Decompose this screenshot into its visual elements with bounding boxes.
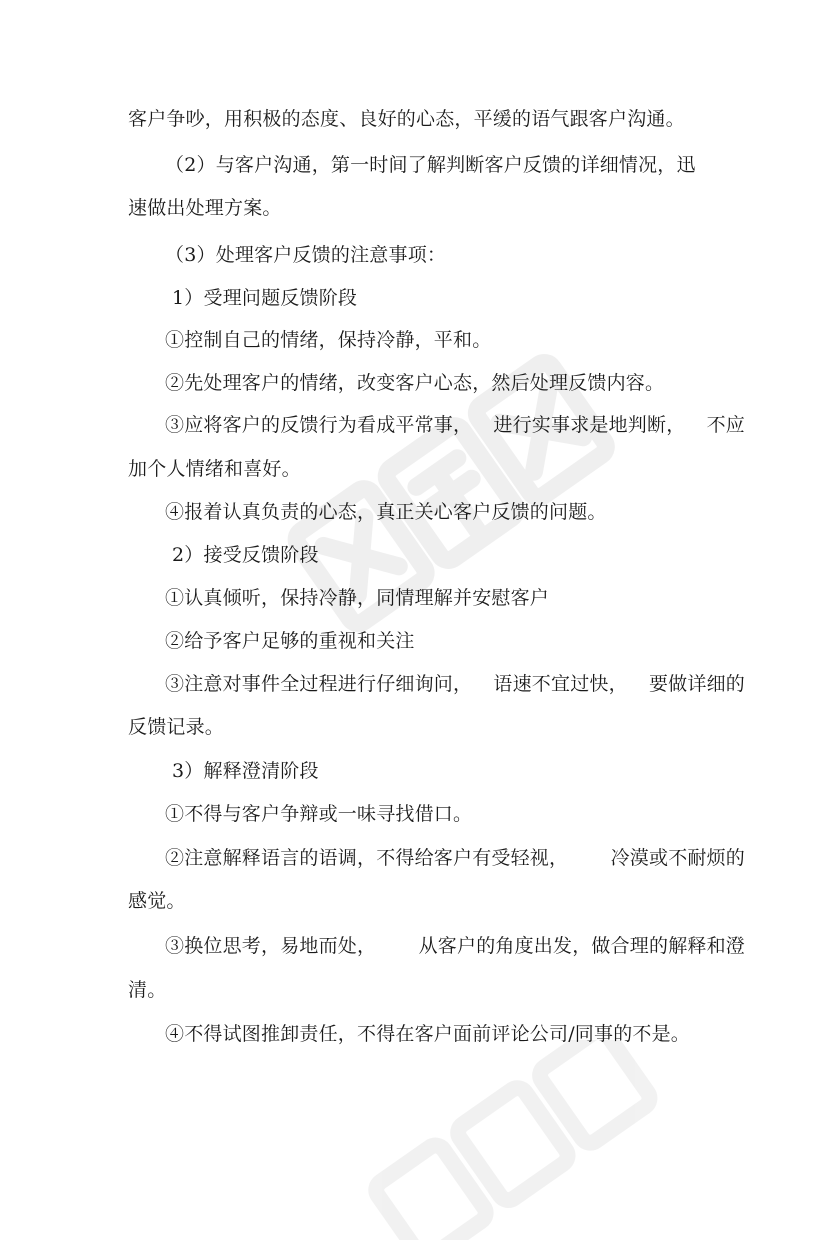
list-item: ④不得试图推卸责任，不得在客户面前评论公司/同事的不是。 (165, 1023, 691, 1045)
list-item-part: ③注意对事件全过程进行仔细询问， (165, 673, 473, 695)
list-item-part: 要做详细的 (648, 673, 745, 695)
subsection-heading: 1）受理问题反馈阶段 (172, 287, 358, 309)
paragraph-line: 客户争吵，用积极的态度、良好的心态，平缓的语气跟客户沟通。 (128, 108, 685, 130)
list-item: ②给予客户足够的重视和关注 (165, 630, 415, 652)
list-item-part: 冷漠或不耐烦的 (610, 847, 745, 869)
section-heading: （3）处理客户反馈的注意事项： (165, 244, 447, 266)
list-item (0, 412, 830, 438)
list-item: ①认真倾听，保持冷静，同情理解并安慰客户 (165, 587, 550, 609)
list-item: ①控制自己的情绪，保持冷静，平和。 (165, 329, 492, 351)
list-item-continuation: 反馈记录。 (128, 716, 225, 738)
list-item-continuation: 加个人情绪和喜好。 (128, 458, 301, 480)
list-item-part: 不应 (706, 414, 745, 436)
list-item: ④报着认真负责的心态，真正关心客户反馈的问题。 (165, 501, 607, 523)
list-item-part: 从客户的角度出发，做合理的解释和澄 (418, 935, 745, 957)
list-item: ②先处理客户的情绪，改变客户心态，然后处理反馈内容。 (165, 372, 665, 394)
list-item: ①不得与客户争辩或一味寻找借口。 (165, 803, 473, 825)
list-item-part: ③应将客户的反馈行为看成平常事， (165, 414, 473, 436)
list-item (0, 845, 830, 871)
subsection-heading: 2）接受反馈阶段 (172, 544, 319, 566)
paragraph-line: 速做出处理方案。 (128, 197, 282, 219)
subsection-heading: 3）解释澄清阶段 (172, 760, 319, 782)
list-item-continuation: 清。 (128, 979, 167, 1001)
paragraph-line: （2）与客户沟通，第一时间了解判断客户反馈的详细情况，迅 (165, 154, 696, 176)
list-item-part: ③换位思考，易地而处， (165, 935, 377, 957)
list-item-part: 语速不宜过快， (493, 673, 628, 695)
watermark-stamp (300, 1040, 720, 1240)
list-item-part: ②注意解释语言的语调，不得给客户有受轻视， (165, 847, 569, 869)
list-item-part: 进行实事求是地判断， (493, 414, 686, 436)
list-item (0, 933, 830, 959)
list-item (0, 671, 830, 697)
list-item-continuation: 感觉。 (128, 890, 186, 912)
